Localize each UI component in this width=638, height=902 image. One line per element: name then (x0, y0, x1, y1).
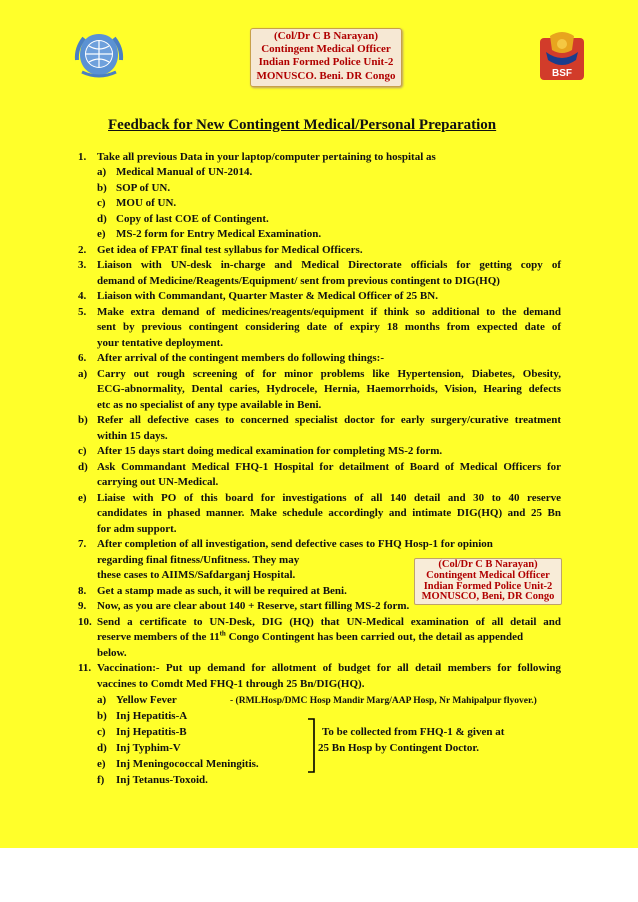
item-text: Take all previous Data in your laptop/computer pertaining to hospital as (97, 151, 436, 163)
item-number: 1. (78, 151, 87, 163)
collect-note: 25 Bn Hosp by Contingent Doctor. (318, 742, 479, 754)
page-title: Feedback for New Contingent Medical/Personal Preparation (108, 117, 497, 133)
item-text: carrying out UN-Medical. (97, 476, 219, 488)
badge-line: Indian Formed Police Unit-2 (258, 56, 394, 69)
item-text: After arrival of the contingent members do following things:- (97, 352, 384, 364)
vaccine-name: Inj Meningococcal Meningitis. (116, 758, 259, 770)
item-text: Send a certificate to UN-Desk, DIG (HQ) that UN-Medical examination of all detail and (97, 616, 561, 628)
vaccine-name: Inj Hepatitis-A (116, 710, 188, 722)
item-letter: d) (78, 461, 88, 473)
item-text: After 15 days start doing medical examination for completing MS-2 form. (97, 445, 443, 457)
bracket-icon (306, 718, 320, 774)
item-letter: a) (97, 166, 107, 178)
item-letter: e) (78, 492, 87, 504)
bsf-emblem-icon (536, 30, 588, 84)
item-text: After completion of all investigation, send defective cases to FHQ Hosp-1 for opinion (97, 538, 493, 550)
stamp-line: Indian Formed Police Unit-2 (423, 580, 553, 592)
item-number: 9. (78, 600, 87, 612)
item-number: 11. (78, 662, 92, 674)
item-text: demand of Medicine/Reagents/Equipment/ sent from previous contingent to DIG(HQ) (97, 275, 500, 287)
item-letter: b) (78, 414, 88, 426)
item-letter: e) (97, 758, 106, 770)
item-text-segment (97, 630, 523, 646)
item-number: 8. (78, 585, 87, 597)
item-text: below. (97, 647, 127, 659)
item-text: Refer all defective cases to concerned specialist doctor for early surgery/curative treatment (97, 414, 561, 426)
item-text: Medical Manual of UN-2014. (116, 166, 253, 178)
item-number: 3. (78, 259, 87, 271)
item-text: Copy of last COE of Contingent. (116, 213, 269, 225)
item-number: 5. (78, 306, 87, 318)
item-text: Now, as you are clear about 140 + Reserve, start filling MS-2 form. (97, 600, 410, 612)
item-text: SOP of UN. (116, 182, 171, 194)
item-letter: c) (78, 445, 87, 457)
item-text: sent by previous contingent considering date of expiry 18 months from expected date of (97, 321, 561, 333)
item-letter: a) (78, 368, 88, 380)
item-text-part: reserve members of the 11 (97, 631, 220, 643)
vaccine-name: Inj Hepatitis-B (116, 726, 187, 738)
item-text: MS-2 form for Entry Medical Examination. (116, 228, 322, 240)
officer-header-badge (250, 28, 402, 87)
stamp-line: MONUSCO, Beni, DR Congo (421, 591, 555, 603)
item-text: MOU of UN. (116, 197, 177, 209)
item-number: 2. (78, 244, 87, 256)
item-text: candidates in phased manner. Make schedule accordingly and intimate DIG(HQ) and 25 Bn (97, 507, 561, 519)
item-number: 10. (78, 616, 92, 628)
item-text: Liaison with UN-desk in-charge and Medical Directorate officials for getting copy of (97, 259, 561, 271)
item-text: Liaise with PO of this board for investigations of all 140 detail and 30 to 40 reserve (97, 492, 561, 504)
item-letter: f) (97, 774, 105, 786)
item-text: these cases to AIIMS/Safdarganj Hospital. (97, 569, 296, 581)
vaccine-name: Yellow Fever (116, 694, 177, 706)
item-text: Ask Commandant Medical FHQ-1 Hospital for detailment of Board of Medical Officers for (97, 461, 561, 473)
yellow-fever-note: - (RMLHosp/DMC Hosp Mandir Marg/AAP Hosp, Nr Mahipalpur flyover.) (230, 696, 537, 706)
item-text: ECG-abnormality, Dental caries, Hydrocele, Hernia, Haemorrhoids, Vision, Hearing defects (97, 383, 561, 395)
item-letter: d) (97, 742, 107, 754)
item-text: vaccines to Comdt Med FHQ-1 through 25 Bn/DIG(HQ). (97, 678, 365, 690)
item-text: regarding final fitness/Unfitness. They may (97, 554, 300, 566)
item-letter: d) (97, 213, 107, 225)
item-text: Get idea of FPAT final test syllabus for Medical Officers. (97, 244, 363, 256)
item-text: Get a stamp made as such, it will be required at Beni. (97, 585, 347, 597)
item-letter: c) (97, 197, 106, 209)
item-text: within 15 days. (97, 430, 168, 442)
superscript: th (219, 629, 226, 638)
item-text-part: Congo Contingent has been carried out, the detail as appended (225, 631, 524, 643)
item-letter: a) (97, 694, 107, 706)
item-text: Make extra demand of medicines/reagents/equipment if think so additional to the demand (97, 306, 561, 318)
officer-stamp (414, 558, 562, 605)
vaccine-name: Inj Tetanus-Toxoid. (116, 774, 208, 786)
item-text: your tentative deployment. (97, 337, 223, 349)
stamp-line: (Col/Dr C B Narayan) (438, 559, 538, 570)
item-letter: b) (97, 182, 107, 194)
item-text: Carry out rough screening of for minor problems like Hypertension, Diabetes, Obesity, (97, 368, 561, 380)
collect-note: To be collected from FHQ-1 & given at (322, 726, 505, 738)
item-letter: b) (97, 710, 107, 722)
vaccine-name: Inj Typhim-V (116, 742, 181, 754)
item-text: Vaccination:- Put up demand for allotment of budget for all detail members for following (97, 662, 561, 674)
stamp-line: Contingent Medical Officer (426, 569, 550, 581)
item-number: 7. (78, 538, 87, 550)
badge-line: Contingent Medical Officer (261, 43, 391, 56)
item-letter: c) (97, 726, 106, 738)
item-text: Liaison with Commandant, Quarter Master & Medical Officer of 25 BN. (97, 290, 438, 302)
bsf-logo-text: BSF (552, 68, 572, 79)
item-text-line (97, 630, 561, 646)
item-text: etc as no specialist of any type available in Beni. (97, 399, 322, 411)
item-text: for adm support. (97, 523, 177, 535)
item-number: 6. (78, 352, 87, 364)
badge-line: MONUSCO. Beni. DR Congo (256, 69, 396, 82)
item-number: 4. (78, 290, 87, 302)
item-letter: e) (97, 228, 106, 240)
badge-line: (Col/Dr C B Narayan) (274, 30, 378, 42)
un-emblem-icon (72, 30, 126, 80)
